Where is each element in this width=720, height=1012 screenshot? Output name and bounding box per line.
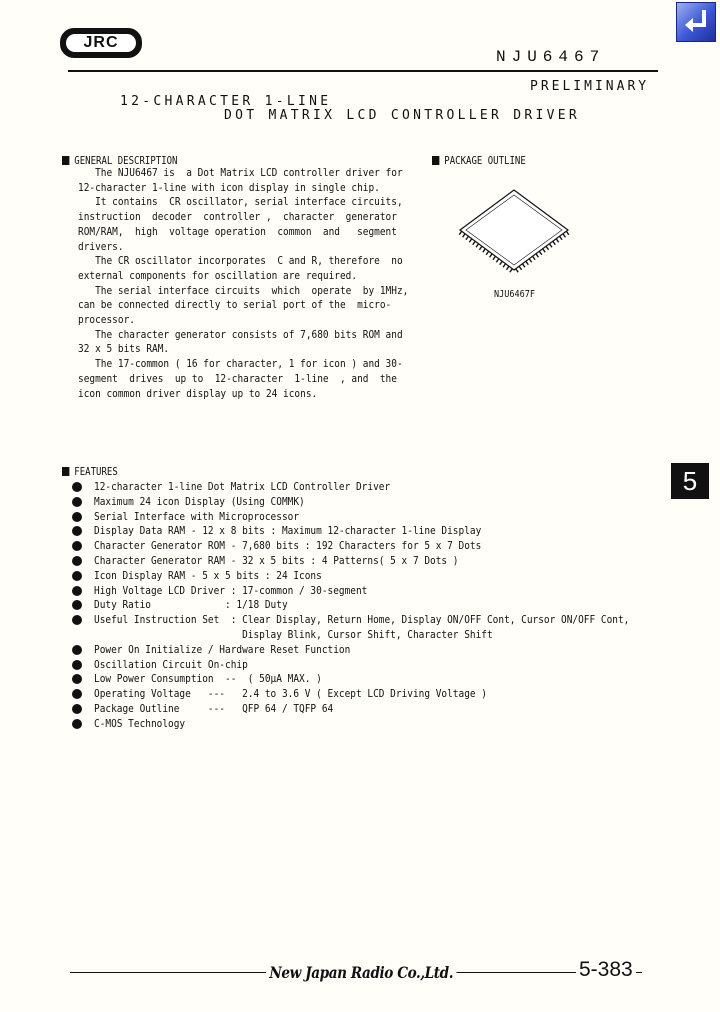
bullet-icon xyxy=(72,674,82,684)
package-pin xyxy=(529,259,532,263)
description-line: The serial interface circuits which operate by 1MHz, xyxy=(78,283,409,297)
header-rule xyxy=(68,70,658,72)
package-pin xyxy=(560,236,563,240)
description-line: external components for oscillation are required. xyxy=(78,268,358,282)
description-line: The 17-common ( 16 for character, 1 for icon ) and 30- xyxy=(78,357,403,371)
part-number: NJU6467 xyxy=(496,48,606,66)
description-line: segment drives up to 12-character 1-line , and the xyxy=(78,371,397,385)
feature-item xyxy=(72,643,717,658)
package-pin xyxy=(510,269,513,273)
bullet-icon xyxy=(72,482,82,492)
feature-item xyxy=(72,613,717,628)
features-list xyxy=(72,480,717,732)
feature-item xyxy=(72,702,717,717)
package-pin xyxy=(466,236,469,240)
feature-item xyxy=(72,658,717,673)
return-arrow-icon xyxy=(677,3,715,41)
bullet-icon xyxy=(72,645,82,655)
package-pin xyxy=(459,231,462,235)
feature-item xyxy=(72,687,717,702)
bullet-icon xyxy=(72,660,82,670)
package-pin xyxy=(549,244,552,248)
general-description-heading-text: GENERAL DESCRIPTION xyxy=(74,154,178,167)
description-line: instruction decoder controller , character generator xyxy=(78,210,397,224)
section-bullet-icon xyxy=(432,156,439,165)
feature-text: Display Blink, Cursor Shift, Character Shift xyxy=(94,627,493,641)
feature-item xyxy=(72,672,717,687)
bullet-icon xyxy=(72,719,82,729)
status-label: PRELIMINARY xyxy=(530,79,650,94)
back-button[interactable] xyxy=(676,2,716,42)
package-pin xyxy=(526,261,529,265)
package-pin xyxy=(516,269,519,273)
feature-text: High Voltage LCD Driver : 17-common / 30-segment xyxy=(94,583,368,597)
bullet-icon xyxy=(72,571,82,581)
bullet-icon xyxy=(72,615,82,625)
package-pin xyxy=(486,251,489,255)
description-line: It contains CR oscillator, serial interface circuits, xyxy=(78,195,403,209)
package-pin xyxy=(463,234,466,238)
section-bullet-icon xyxy=(62,156,69,165)
bullet-icon xyxy=(72,689,82,699)
logo-text: JRC xyxy=(66,34,136,52)
description-line: processor. xyxy=(78,313,135,327)
jrc-logo xyxy=(60,28,142,58)
feature-item xyxy=(72,717,717,732)
package-pin xyxy=(493,256,496,260)
bullet-icon xyxy=(72,541,82,551)
feature-text: Character Generator RAM - 32 x 5 bits : 4 Patterns( 5 x 7 Dots ) xyxy=(94,553,459,567)
package-pin xyxy=(522,264,525,268)
feature-item xyxy=(72,524,717,539)
company-name: New Japan Radio Co.,Ltd. xyxy=(266,963,456,982)
package-pin xyxy=(556,239,559,243)
general-description-body xyxy=(78,166,462,401)
package-pin xyxy=(476,244,479,248)
package-pin xyxy=(539,251,542,255)
description-line: The NJU6467 is a Dot Matrix LCD controller driver for xyxy=(78,166,403,179)
bullet-icon xyxy=(72,630,82,640)
feature-item xyxy=(72,510,717,525)
package-pin xyxy=(536,254,539,258)
qfp-package-drawing xyxy=(452,186,576,276)
package-pin xyxy=(519,266,522,270)
feature-text: Maximum 24 icon Display (Using COMMK) xyxy=(94,494,305,508)
features-heading xyxy=(62,465,118,478)
package-pin xyxy=(553,241,556,245)
package-pin xyxy=(543,249,546,253)
bullet-icon xyxy=(72,586,82,596)
package-pin xyxy=(469,239,472,243)
bullet-icon xyxy=(72,526,82,536)
feature-item xyxy=(72,584,717,599)
feature-item xyxy=(72,554,717,569)
package-pin xyxy=(479,246,482,250)
package-pin xyxy=(546,246,549,250)
description-line: The character generator consists of 7,680 bits ROM and xyxy=(78,327,403,341)
package-pin xyxy=(500,261,503,265)
feature-text: Low Power Consumption -- ( 50μA MAX. ) xyxy=(94,672,322,686)
feature-item xyxy=(72,598,717,613)
feature-text: Power On Initialize / Hardware Reset Function xyxy=(94,642,351,656)
package-pin xyxy=(483,249,486,253)
feature-text: Serial Interface with Microprocessor xyxy=(94,509,300,523)
feature-item xyxy=(72,628,717,643)
feature-item xyxy=(72,495,717,510)
features-heading-text: FEATURES xyxy=(74,465,118,478)
feature-text: Package Outline --- QFP 64 / TQFP 64 xyxy=(94,701,334,715)
package-pin xyxy=(473,241,476,245)
title-line-2: DOT MATRIX LCD CONTROLLER DRIVER xyxy=(224,108,581,123)
description-line: 12-character 1-line with icon display in single chip. xyxy=(78,180,380,194)
page-number: 5-383 xyxy=(576,958,636,982)
title-line-1: 12-CHARACTER 1-LINE xyxy=(120,94,332,109)
package-pin xyxy=(490,254,493,258)
package-pin xyxy=(566,231,569,235)
description-line: The CR oscillator incorporates C and R, therefore no xyxy=(78,254,403,268)
description-line: drivers. xyxy=(78,239,124,253)
feature-text: Oscillation Circuit On-chip xyxy=(94,657,248,671)
bullet-icon xyxy=(72,600,82,610)
feature-text: Operating Voltage --- 2.4 to 3.6 V ( Except LCD Driving Voltage ) xyxy=(94,687,487,701)
description-line: ROM/RAM, high voltage operation common and segment xyxy=(78,224,397,238)
feature-text: Duty Ratio : 1/18 Duty xyxy=(94,598,288,612)
package-outline-heading-text: PACKAGE OUTLINE xyxy=(444,154,526,167)
feature-text: Icon Display RAM - 5 x 5 bits : 24 Icons xyxy=(94,568,322,582)
bullet-icon xyxy=(72,704,82,714)
package-caption: NJU6467F xyxy=(494,289,535,300)
chapter-tab: 5 xyxy=(671,463,709,499)
section-bullet-icon xyxy=(62,467,69,476)
feature-text: Display Data RAM - 12 x 8 bits : Maximum 12-character 1-line Display xyxy=(94,524,482,538)
bullet-icon xyxy=(72,556,82,566)
description-line: can be connected directly to serial port of the micro- xyxy=(78,298,392,312)
feature-item xyxy=(72,480,717,495)
feature-item xyxy=(72,539,717,554)
package-pin xyxy=(506,266,509,270)
description-line: 32 x 5 bits RAM. xyxy=(78,342,170,356)
bullet-icon xyxy=(72,497,82,507)
package-pin xyxy=(503,264,506,268)
feature-text: Useful Instruction Set : Clear Display, Return Home, Display ON/OFF Cont, Cursor ON/OFF Cont, xyxy=(94,613,630,627)
feature-text: Character Generator ROM - 7,680 bits : 192 Characters for 5 x 7 Dots xyxy=(94,539,482,553)
feature-item xyxy=(72,569,717,584)
package-pin xyxy=(563,234,566,238)
package-pin xyxy=(496,259,499,263)
feature-text: 12-character 1-line Dot Matrix LCD Controller Driver xyxy=(94,480,391,493)
description-line: icon common driver display up to 24 icons. xyxy=(78,386,318,400)
feature-text: C-MOS Technology xyxy=(94,716,186,730)
package-pin xyxy=(533,256,536,260)
bullet-icon xyxy=(72,512,82,522)
package-outline-heading xyxy=(432,154,526,167)
